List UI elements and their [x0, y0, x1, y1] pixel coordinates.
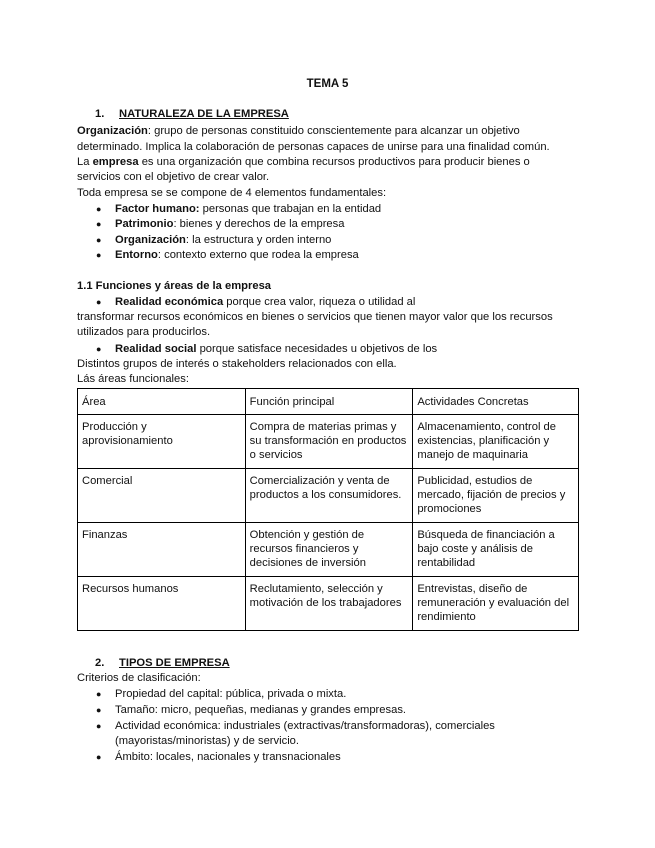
realidad-economica-line-3: utilizados para producirlos.: [77, 326, 211, 338]
table-row: [78, 523, 579, 577]
table-row: [78, 577, 579, 631]
section-1-title: NATURALEZA DE LA EMPRESA: [119, 108, 289, 120]
table-header-cell: Actividades Concretas: [413, 389, 579, 415]
realidad-social-line-2: Distintos grupos de interés o stakeholders relacionados con ella.: [77, 358, 397, 370]
table-cell: Compra de materias primas y su transformación en productos o servicios: [245, 415, 413, 469]
criteria-item: Ámbito: locales, nacionales y transnacionales: [115, 751, 341, 763]
empresa-prefix: La: [77, 156, 93, 168]
criteria-item: Actividad económica: industriales (extractivas/transformadoras), comerciales: [115, 720, 495, 732]
section-2-title: TIPOS DE EMPRESA: [119, 657, 230, 669]
table-cell: Comercialización y venta de productos a los consumidores.: [245, 469, 413, 523]
bullet-icon: ●: [96, 689, 102, 699]
table-cell: Finanzas: [78, 523, 246, 577]
element-item: Organización: la estructura y orden interno: [115, 234, 332, 246]
table-cell: Publicidad, estudios de mercado, fijación de precios y promociones: [413, 469, 579, 523]
bullet-icon: ●: [96, 235, 102, 245]
criteria-item: Propiedad del capital: pública, privada o mixta.: [115, 688, 347, 700]
element-item: Patrimonio: bienes y derechos de la empresa: [115, 218, 345, 230]
section-1-number: 1.: [95, 108, 105, 120]
functional-areas-table: [77, 388, 579, 631]
table-row: [78, 415, 579, 469]
table-cell: Obtención y gestión de recursos financieros y decisiones de inversión: [245, 523, 413, 577]
element-item: Entorno: contexto externo que rodea la empresa: [115, 249, 359, 261]
section-1-heading: [77, 107, 289, 122]
section-2-number: 2.: [95, 657, 105, 669]
realidad-economica-line-1: Realidad económica porque crea valor, riqueza o utilidad al: [115, 296, 416, 308]
organizacion-text: : grupo de personas constituido conscientemente para alcanzar un objetivo: [147, 125, 520, 137]
realidad-economica-line-2: transformar recursos económicos en bienes o servicios que tienen mayor valor que los recursos: [77, 311, 553, 323]
organizacion-definition-line-1: [77, 124, 520, 139]
elements-intro: Toda empresa se se compone de 4 elementos fundamentales:: [77, 187, 387, 199]
bullet-icon: ●: [96, 721, 102, 731]
element-item: Factor humano: personas que trabajan en la entidad: [115, 203, 382, 215]
areas-label: Lás áreas funcionales:: [77, 373, 189, 385]
table-cell: Almacenamiento, control de existencias, planificación y manejo de maquinaria: [413, 415, 579, 469]
bullet-icon: ●: [96, 705, 102, 715]
organizacion-term: Organización: [77, 125, 148, 137]
criteria-intro: Criterios de clasificación:: [77, 672, 201, 684]
page-title: TEMA 5: [306, 78, 349, 90]
bullet-icon: ●: [96, 344, 102, 354]
empresa-definition-line-2: servicios con el objetivo de crear valor.: [77, 171, 270, 183]
table-cell: Producción y aprovisionamiento: [78, 415, 246, 469]
empresa-term: empresa: [92, 156, 139, 168]
subsection-1-1-heading: 1.1 Funciones y áreas de la empresa: [77, 280, 272, 292]
table-cell: Entrevistas, diseño de remuneración y evaluación del rendimiento: [413, 577, 579, 631]
table-header-cell: Función principal: [245, 389, 413, 415]
table-row: [78, 469, 579, 523]
table-cell: Recursos humanos: [78, 577, 246, 631]
bullet-icon: ●: [96, 250, 102, 260]
criteria-item-continuation: (mayoristas/minoristas) y de servicio.: [115, 735, 300, 747]
table-cell: Búsqueda de financiación a bajo coste y análisis de rentabilidad: [413, 523, 579, 577]
bullet-icon: ●: [96, 219, 102, 229]
organizacion-definition-line-2: determinado. Implica la colaboración de personas capaces de unirse para una finalidad común.: [77, 141, 550, 153]
criteria-item: Tamaño: micro, pequeñas, medianas y grandes empresas.: [115, 704, 407, 716]
bullet-icon: ●: [96, 297, 102, 307]
table-cell: Reclutamiento, selección y motivación de los trabajadores: [245, 577, 413, 631]
table-cell: Comercial: [78, 469, 246, 523]
realidad-social-line-1: Realidad social porque satisface necesidades u objetivos de los: [115, 343, 438, 355]
bullet-icon: ●: [96, 204, 102, 214]
empresa-text: es una organización que combina recursos productivos para producir bienes o: [138, 156, 530, 168]
table-header-row: [78, 389, 579, 415]
bullet-icon: ●: [96, 752, 102, 762]
empresa-definition-line-1: [77, 155, 530, 170]
section-2-heading: [77, 656, 230, 671]
table-header-cell: Área: [78, 389, 246, 415]
